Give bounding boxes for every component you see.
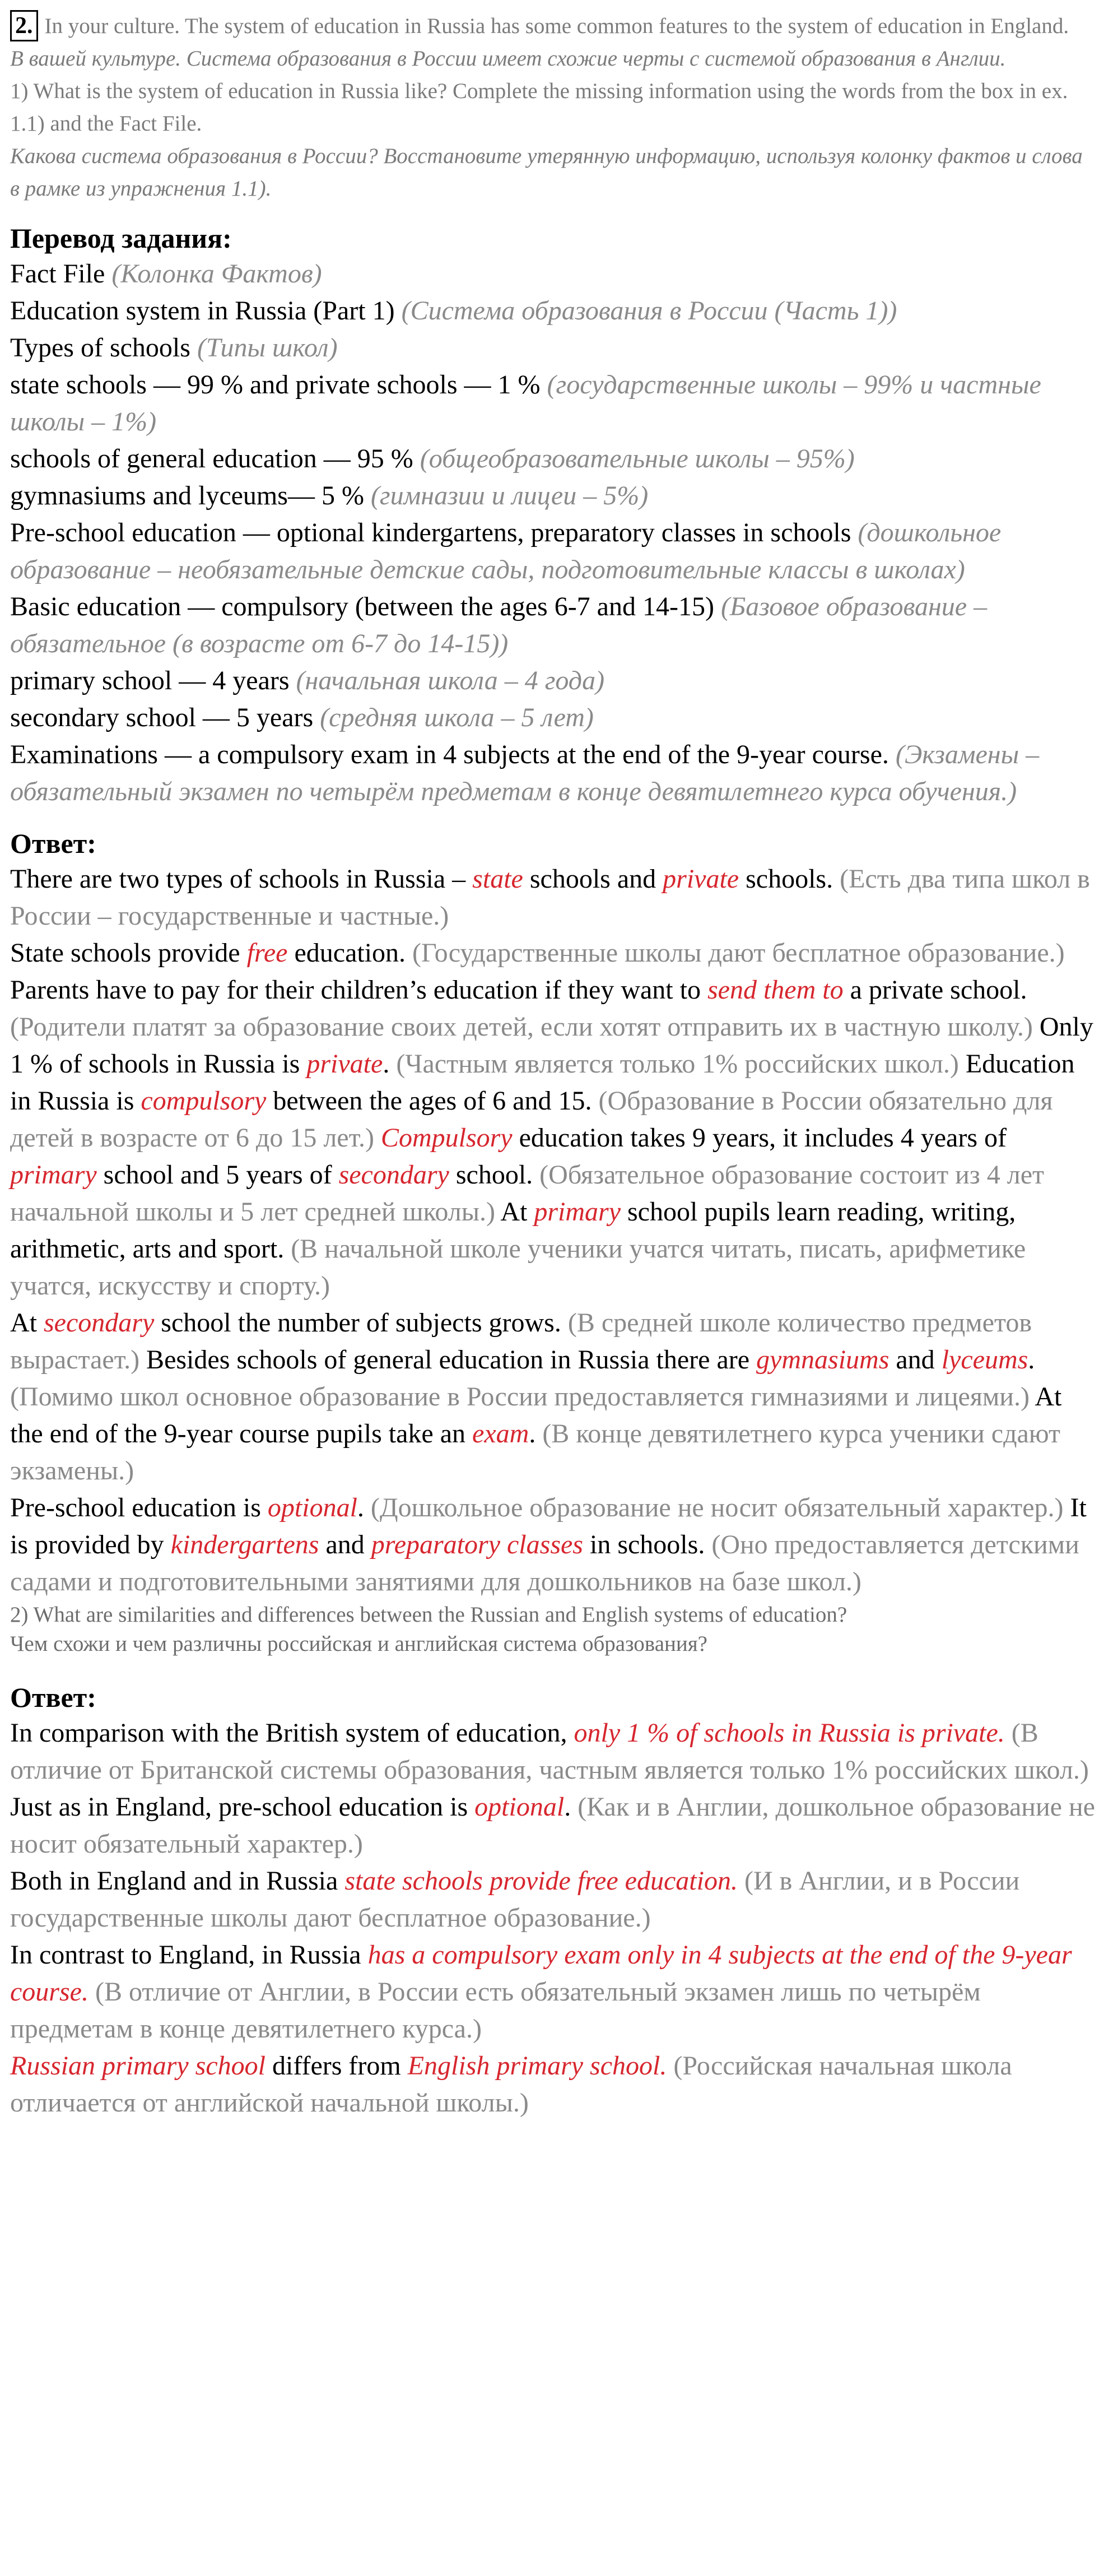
answer-text: school and 5 years of <box>96 1160 339 1190</box>
russian-translation: (Дошкольное образование не носит обязательный характер.) <box>370 1493 1064 1523</box>
answer-text: There are two types of schools in Russia – <box>10 864 473 894</box>
fact-ru-translation: (Экзамены – обязательный экзамен по четырём предметам в конце девятилетнего курса обучения.) <box>10 740 1040 806</box>
fact-ru-translation: (Колонка Фактов) <box>111 259 322 289</box>
answer-paragraph <box>10 935 1096 1305</box>
answer-text: school pupils learn reading, writing, arithmetic, arts and sport. <box>10 1197 1016 1264</box>
filled-answer: state schools provide free education. <box>344 1866 738 1896</box>
answer-2-paragraph <box>10 1937 1096 2048</box>
russian-translation: (Российская начальная школа отличается от английской начальной школы.) <box>10 2051 1012 2118</box>
fact-file-line <box>10 662 1096 699</box>
answer-text: State schools provide <box>10 938 247 968</box>
fact-file <box>10 256 1096 810</box>
fact-ru-translation: (общеобразовательные школы – 95%) <box>420 444 855 474</box>
filled-answer: state <box>472 864 523 894</box>
fact-en: Types of schools <box>10 333 197 363</box>
russian-translation: (Обязательное образование состоит из 4 лет начальной школы и 5 лет средней школы.) <box>10 1160 1044 1227</box>
russian-translation: (В отличие от Англии, в России есть обязательный экзамен лишь по четырём предметам в конце девятилетнего курса.) <box>10 1977 981 2044</box>
answer-paragraph <box>10 1489 1096 1600</box>
fact-ru-translation: (дошкольное образование – необязательные детские сады, подготовительные классы в школах) <box>10 518 1002 584</box>
russian-translation: (В отличие от Британской системы образования, частным является только 1% российских школ.) <box>10 1718 1089 1785</box>
fact-ru-translation: (начальная школа – 4 года) <box>296 666 605 695</box>
task-intro <box>10 10 1096 43</box>
answer-text: At <box>495 1197 534 1227</box>
russian-translation: (Есть два типа школ в России – государственные и частные.) <box>10 864 1090 931</box>
answer-2-heading: Ответ: <box>10 1682 96 1713</box>
answer-2-paragraph <box>10 1863 1096 1937</box>
filled-answer: private <box>306 1049 383 1079</box>
fact-en: Education system in Russia (Part 1) <box>10 296 402 326</box>
russian-translation: (Как и в Англии, дошкольное образование не носит обязательный характер.) <box>10 1792 1095 1859</box>
russian-translation: (И в Англии, и в России государственные школы дают бесплатное образование.) <box>10 1866 1020 1933</box>
fact-file-line <box>10 293 1096 329</box>
filled-answer: has a compulsory exam only in 4 subjects at the end of the 9-year course. <box>10 1940 1072 2007</box>
question-2-en: 2) What are similarities and differences between the Russian and English systems of education? <box>10 1603 847 1627</box>
russian-translation: (Частным является только 1% российских школ.) <box>396 1049 959 1079</box>
fact-ru-translation: (Система образования в России (Часть 1)) <box>401 296 897 326</box>
translation-heading: Перевод задания: <box>10 222 232 254</box>
answer-paragraph <box>10 1305 1096 1489</box>
answer-text: schools and <box>523 864 663 894</box>
question-2-ru: Чем схожи и чем различны российская и английская система образования? <box>10 1632 707 1656</box>
fact-en: Examinations — a compulsory exam in 4 subjects at the end of the 9-year course. <box>10 740 896 769</box>
filled-answer: Compulsory <box>380 1123 513 1153</box>
filled-answer: only 1 % of schools in Russia is private. <box>574 1718 1005 1748</box>
filled-answer: primary <box>10 1160 97 1190</box>
filled-answer: free <box>246 938 288 968</box>
answer-text: Both in England and in Russia <box>10 1866 345 1896</box>
fact-en: Pre-school education — optional kindergartens, preparatory classes in schools <box>10 518 858 547</box>
fact-en: primary school — 4 years <box>10 666 296 695</box>
filled-answer: English primary school. <box>407 2051 667 2081</box>
fact-en: secondary school — 5 years <box>10 703 320 732</box>
answer-2-paragraph <box>10 1789 1096 1863</box>
task-number: 2. <box>10 10 38 41</box>
answer-text: differs from <box>266 2051 408 2081</box>
answer-text: education. <box>287 938 413 968</box>
task-intro-en: In your culture. The system of education in Russia has some common features to the system of education in England. <box>44 14 1069 38</box>
russian-translation: (Государственные школы дают бесплатное образование.) <box>412 938 1065 968</box>
fact-file-line <box>10 736 1096 810</box>
answer-text: Parents have to pay for their children’s education if they want to <box>10 975 707 1005</box>
filled-answer: primary <box>534 1197 621 1227</box>
fact-en: gymnasiums and lyceums— 5 % <box>10 481 371 510</box>
filled-answer: preparatory classes <box>371 1530 583 1559</box>
answer-text: education takes 9 years, it includes 4 years of <box>512 1123 1007 1153</box>
fact-ru-translation: (Типы школ) <box>197 333 338 363</box>
answer-text: Besides schools of general education in Russia there are <box>139 1345 757 1375</box>
answer-text: . <box>1028 1345 1035 1375</box>
task-intro-ru: В вашей культуре. Система образования в России имеет схожие черты с системой образования в Англии. <box>10 47 1006 71</box>
question-1-ru: Какова система образования в России? Восстановите утерянную информацию, используя колонку фактов и слова в рамке из упражнения 1.1). <box>10 144 1083 201</box>
answer-text: . <box>564 1792 578 1822</box>
answer-text: between the ages of 6 and 15. <box>266 1086 599 1116</box>
russian-translation: (В начальной школе ученики учатся читать, писать, арифметике учатся, искусству и спорту.) <box>10 1234 1026 1301</box>
answer-text: school the number of subjects grows. <box>154 1308 568 1338</box>
russian-translation: (Оно предоставляется детскими садами и подготовительными занятиями для дошкольников на базе школ.) <box>10 1530 1079 1596</box>
fact-ru-translation: (государственные школы – 99% и частные школы – 1%) <box>10 370 1041 437</box>
fact-ru-translation: (гимназии и лицеи – 5%) <box>370 481 649 510</box>
filled-answer: compulsory <box>141 1086 267 1116</box>
filled-answer: lyceums <box>941 1345 1028 1375</box>
fact-ru-translation: (средняя школа – 5 лет) <box>320 703 594 732</box>
answer-text: school. <box>449 1160 540 1190</box>
answer-2 <box>10 1715 1096 2122</box>
fact-file-line <box>10 440 1096 477</box>
fact-file-line <box>10 699 1096 736</box>
answer-text: At <box>10 1308 44 1338</box>
fact-en: Basic education — compulsory (between the ages 6-7 and 14-15) <box>10 592 721 621</box>
answer-text: in schools. <box>583 1530 712 1559</box>
answer-text: and <box>889 1345 942 1375</box>
fact-file-line <box>10 329 1096 366</box>
answer-text: . <box>383 1049 397 1079</box>
filled-answer: private <box>663 864 739 894</box>
answer-text: At the end of the 9-year course pupils take an <box>10 1382 1062 1449</box>
answer-text: schools. <box>739 864 840 894</box>
answer-text: . <box>529 1419 543 1449</box>
answer-text: a private school. <box>843 975 1027 1005</box>
answer-text: Education in Russia is <box>10 1049 1075 1116</box>
fact-file-line <box>10 588 1096 662</box>
answer-paragraph <box>10 861 1096 935</box>
answer-text <box>374 1123 381 1153</box>
answer-text: Pre-school education is <box>10 1493 268 1523</box>
russian-translation: (Помимо школ основное образование в России предоставляется гимназиями и лицеями.) <box>10 1382 1030 1412</box>
question-1-en: 1) What is the system of education in Russia like? Complete the missing information using the words from the box in ex. 1.1) and the Fact File. <box>10 79 1068 136</box>
answer-2-paragraph <box>10 2048 1096 2122</box>
answer-text: Just as in England, pre-school education is <box>10 1792 475 1822</box>
answer-2-paragraph <box>10 1715 1096 1789</box>
fact-file-line <box>10 477 1096 514</box>
answer-heading: Ответ: <box>10 828 96 859</box>
fact-file-line <box>10 366 1096 440</box>
russian-translation: (В средней школе количество предметов вырастает.) <box>10 1308 1032 1375</box>
fact-ru-translation: (Базовое образование – обязательное (в возрасте от 6-7 до 14-15)) <box>10 592 988 658</box>
answer-text: . <box>357 1493 371 1523</box>
fact-en: Fact File <box>10 259 112 289</box>
russian-translation: (Образование в России обязательно для детей в возрасте от 6 до 15 лет.) <box>10 1086 1053 1153</box>
answer-text: In comparison with the British system of education, <box>10 1718 574 1748</box>
fact-en: state schools — 99 % and private schools — 1 % <box>10 370 547 400</box>
answer-text: and <box>319 1530 371 1559</box>
filled-answer: exam <box>472 1419 529 1449</box>
answer-text: It is provided by <box>10 1493 1087 1559</box>
filled-answer: kindergartens <box>170 1530 319 1559</box>
russian-translation: (Родители платят за образование своих детей, если хотят отправить их в частную школу.) <box>10 1012 1033 1042</box>
fact-file-line <box>10 256 1096 293</box>
filled-answer: optional <box>474 1792 565 1822</box>
fact-file-line <box>10 514 1096 588</box>
filled-answer: Russian primary school <box>10 2051 266 2081</box>
answer-text: Only 1 % of schools in Russia is <box>10 1012 1093 1079</box>
filled-answer: secondary <box>338 1160 449 1190</box>
filled-answer: optional <box>267 1493 357 1523</box>
fact-en: schools of general education — 95 % <box>10 444 420 474</box>
answer-text: In contrast to England, in Russia <box>10 1940 368 1970</box>
filled-answer: gymnasiums <box>756 1345 890 1375</box>
filled-answer: send them to <box>707 975 844 1005</box>
filled-answer: secondary <box>44 1308 155 1338</box>
answer-1 <box>10 861 1096 1600</box>
russian-translation: (В конце девятилетнего курса ученики сдают экзамены.) <box>10 1419 1060 1486</box>
